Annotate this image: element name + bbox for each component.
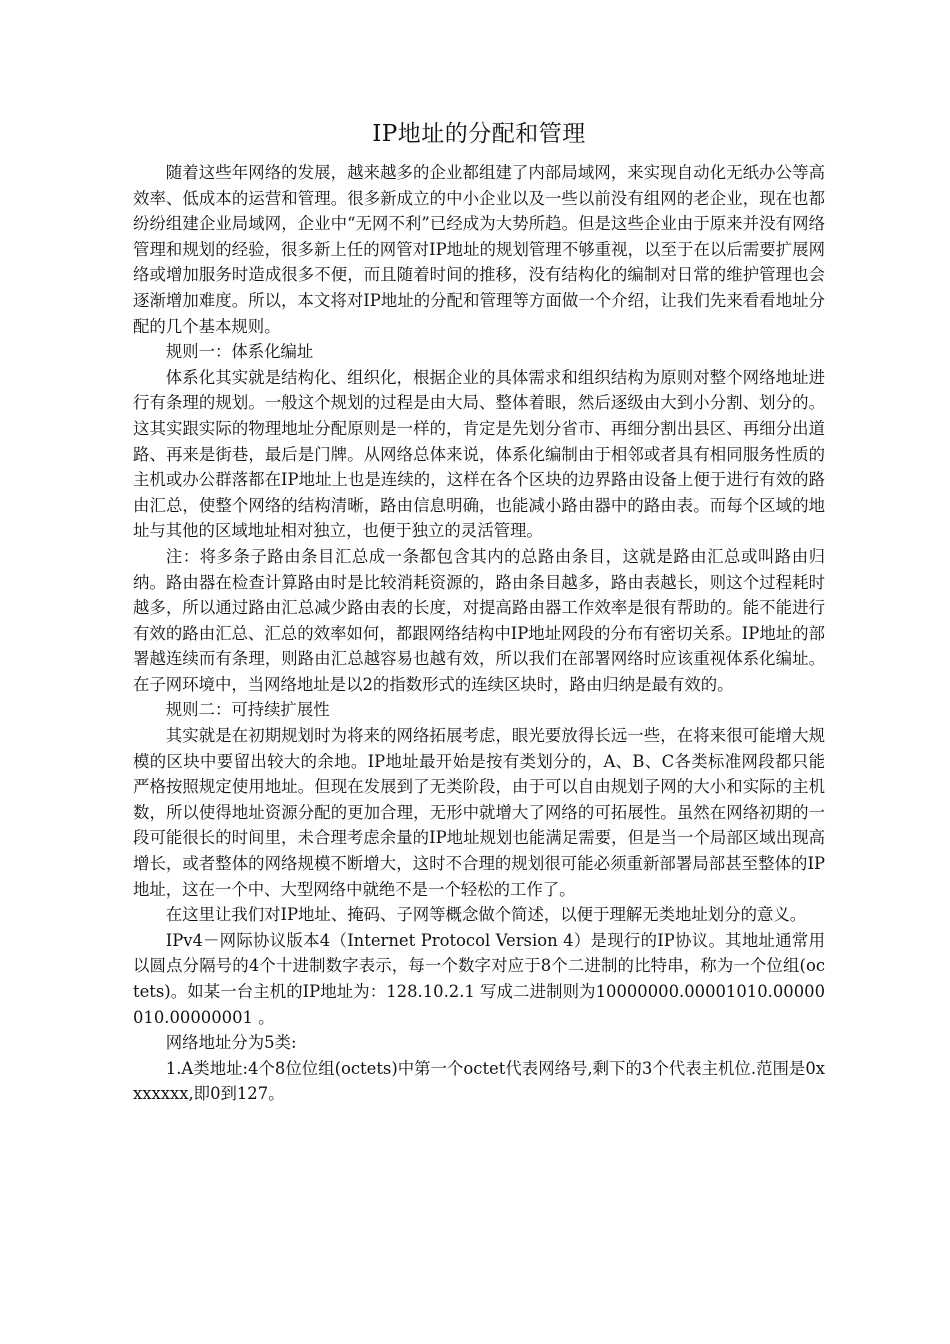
rule-two-paragraph: 其实就是在初期规划时为将来的网络拓展考虑，眼光要放得长远一些，在将来很可能增大规模的区块中要留出较大的余地。IP地址最开始是按有类划分的，A、B、C各类标准网段都只能严格按照规定使用地址。但现在发展到了无类阶段，由于可以自由规划子网的大小和实际的主机数，所以使得地址资源分配的更加合理，无形中就增大了网络的可拓展性。虽然在网络初期的一段可能很长的时间里，未合理考虑余量的IP地址规划也能满足需要，但是当一个局部区域出现高增长，或者整体的网络规模不断增大，这时不合理的规划很可能必须重新部署局部甚至整体的IP地址，这在一个中、大型网络中就绝不是一个轻松的工作了。: [133, 726, 825, 899]
document-title: IP地址的分配和管理: [372, 121, 586, 147]
intro-paragraph: 随着这些年网络的发展，越来越多的企业都组建了内部局域网，来实现自动化无纸办公等高效率、低成本的运营和管理。很多新成立的中小企业以及一些以前没有组网的老企业，现在也都纷纷组建企业局域网，企业中“无网不利”已经成为大势所趋。但是这些企业由于原来并没有网络管理和规划的经验，很多新上任的网管对IP地址的规划管理不够重视，以至于在以后需要扩展网络或增加服务时造成很多不便，而且随着时间的推移，没有结构化的编制对日常的维护管理也会逐渐增加难度。所以，本文将对IP地址的分配和管理等方面做一个介绍，让我们先来看看地址分配的几个基本规则。: [133, 163, 825, 336]
class-a-paragraph: 1.A类地址:4个8位位组(octets)中第一个octet代表网络号,剩下的3个代表主机位.范围是0xxxxxxx,即0到127。: [133, 1058, 825, 1104]
rule-one-heading: 规则一：体系化编址: [165, 342, 314, 362]
note-paragraph: 注：将多条子路由条目汇总成一条都包含其内的总路由条目，这就是路由汇总或叫路由归纳。路由器在检查计算路由时是比较消耗资源的，路由条目越多，路由表越长，则这个过程耗时越多，所以通过路由汇总减少路由表的长度，对提高路由器工作效率是很有帮助的。能不能进行有效的路由汇总、汇总的效率如何，都跟网络结构中IP地址网段的分布有密切关系。IP地址的部署越连续而有条理，则路由汇总越容易也越有效，所以我们在部署网络时应该重视体系化编址。在子网环境中，当网络地址是以2的指数形式的连续区块时，路由归纳是最有效的。: [133, 546, 825, 694]
document-page: [133, 118, 825, 1107]
rule-one-paragraph: 体系化其实就是结构化、组织化，根据企业的具体需求和组织结构为原则对整个网络地址进行有条理的规划。一般这个规划的过程是由大局、整体着眼，然后逐级由大到小分割、划分的。这其实跟实际的物理地址分配原则是一样的，肯定是先划分省市、再细分割出县区、再细分出道路、再来是街巷，最后是门牌。从网络总体来说，体系化编制由于相邻或者具有相同服务性质的主机或办公群落都在IP地址上也是连续的，这样在各个区块的边界路由设备上便于进行有效的路由汇总，使整个网络的结构清晰，路由信息明确，也能减小路由器中的路由表。而每个区域的地址与其他的区域地址相对独立，也便于独立的灵活管理。: [133, 367, 825, 541]
ipv4-paragraph: IPv4－网际协议版本4（Internet Protocol Version 4）是现行的IP协议。其地址通常用以圆点分隔号的4个十进制数字表示，每一个数字对应于8个二进制的比特串，称为一个位组(octets)。如某一台主机的IP地址为：128.10.2.1 写成二进制则为10000000.00001010.00000010.00000001 。: [133, 930, 825, 1027]
concepts-paragraph: 在这里让我们对IP地址、掩码、子网等概念做个简述，以便于理解无类地址划分的意义。: [165, 905, 807, 925]
address-classes-heading: 网络地址分为5类:: [165, 1033, 297, 1053]
rule-two-heading: 规则二：可持续扩展性: [165, 700, 330, 720]
